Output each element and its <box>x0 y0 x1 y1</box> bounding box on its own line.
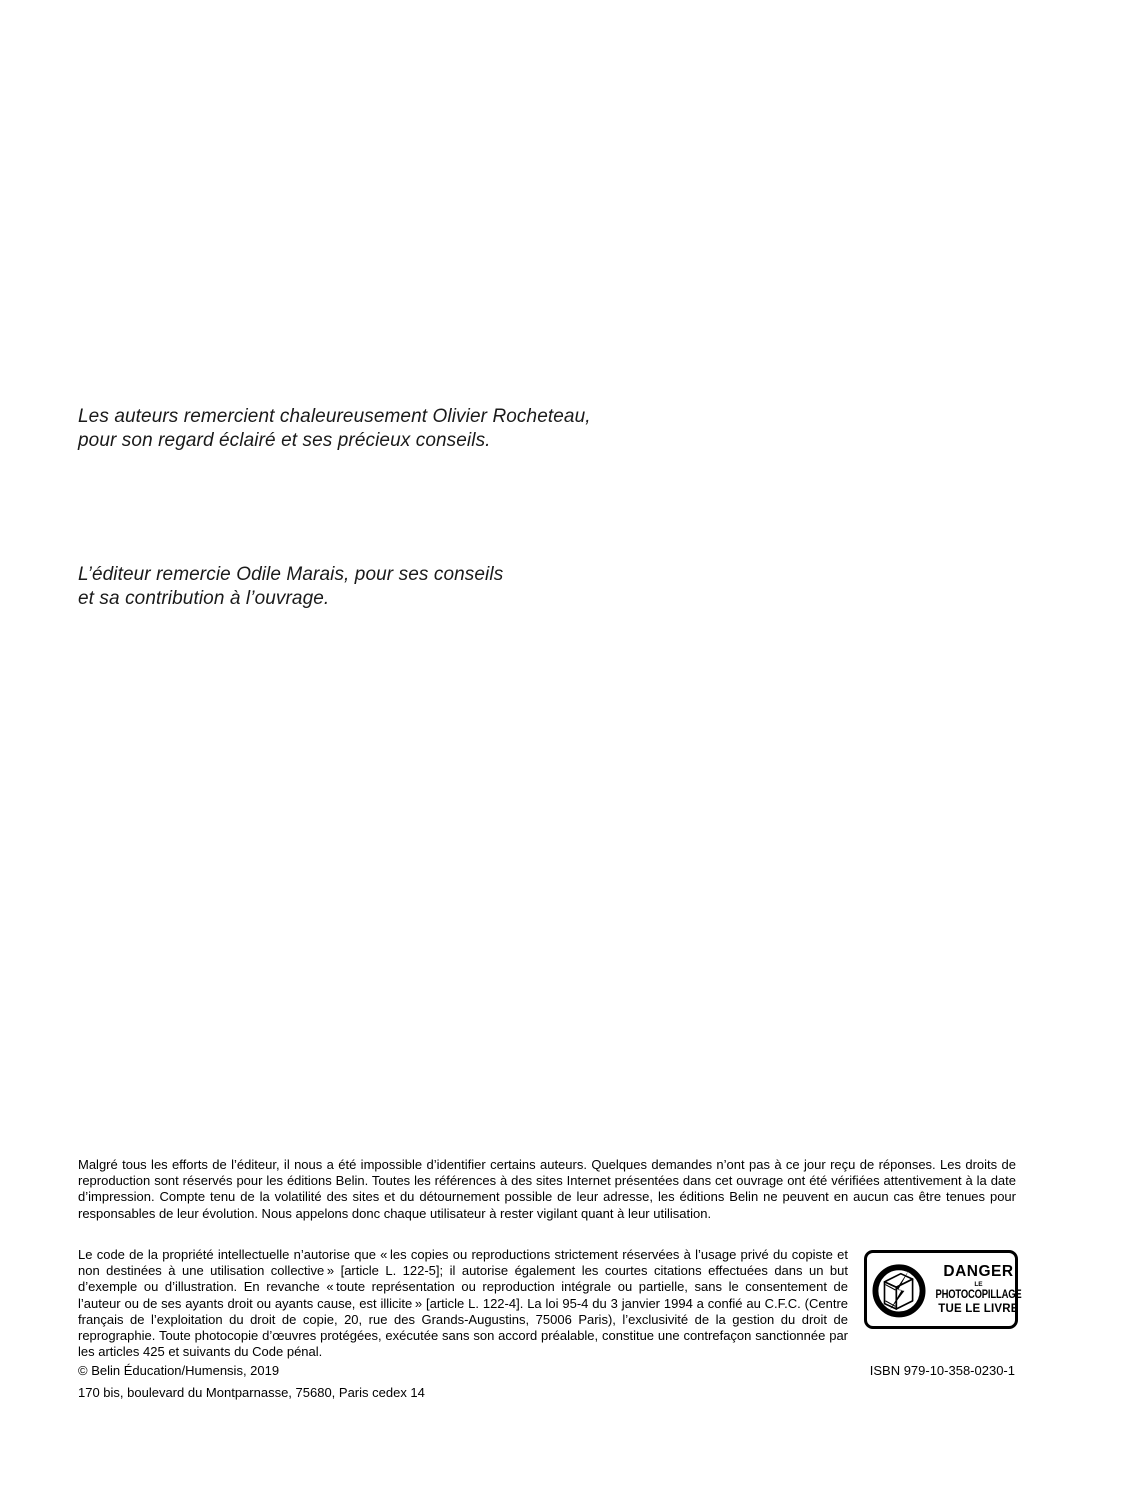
danger-stamp-photocopillage: PHOTOCOPILLAGE <box>935 1289 1022 1301</box>
danger-stamp-title: DANGER <box>943 1263 1014 1280</box>
publisher-copyright: © Belin Éducation/Humensis, 2019 <box>78 1363 280 1378</box>
book-lightning-icon <box>870 1261 928 1319</box>
danger-stamp-text <box>926 1264 1034 1315</box>
danger-stamp-tue-le-livre: TUE LE LIVRE <box>938 1302 1019 1315</box>
editor-acknowledgment-line1: L’éditeur remercie Odile Marais, pour ses conseils <box>78 564 504 585</box>
publisher-imprint <box>78 1360 425 1404</box>
publisher-address: 170 bis, boulevard du Montparnasse, 75680, Paris cedex 14 <box>78 1385 425 1400</box>
authors-acknowledgment-line2: pour son regard éclairé et ses précieux conseils. <box>78 430 491 451</box>
authors-acknowledgment-line1: Les auteurs remercient chaleureusement Olivier Rocheteau, <box>78 406 591 427</box>
danger-stamp-le: LE <box>974 1280 983 1288</box>
editor-acknowledgment-line2: et sa contribution à l’ouvrage. <box>78 588 330 609</box>
authors-acknowledgment <box>78 405 591 453</box>
rights-reservation-notice: Malgré tous les efforts de l’éditeur, il nous a été impossible d’identifier certains auteurs. Quelques demandes n’ont pas à ce jour reçu de réponses. Les droits de reproduction sont réservés pour les éditions Belin. Toutes les références à des sites Internet présentées dans cet ouvrage ont été vérifiées attentivement à la date d’impression. Compte tenu de la volatilité des sites et du détournement possible de leur adresse, les éditions Belin ne peuvent en aucun cas être tenues pour responsables de leur évolution. Nous appelons donc chaque utilisateur à rester vigilant quant à leur utilisation. <box>78 1157 1016 1221</box>
copyright-law-notice: Le code de la propriété intellectuelle n’autorise que « les copies ou reproductions strictement réservées à l’usage privé du copiste et non destinées à une utilisation collective » [article L. 122-5]; il autorise également les courtes citations effectuées dans un but d’exemple ou d’illustration. En revanche « toute représentation ou reproduction intégrale ou partielle, sans le consentement de l’auteur ou de ses ayants droit ou ayants cause, est illicite » [article L. 122-4]. La loi 95-4 du 3 janvier 1994 a confié au C.F.C. (Centre français de l’exploitation du droit de copie, 20, rue des Grands-Augustins, 75006 Paris), l’exclusivité de la gestion du droit de reprographie. Toute photocopie d’œuvres protégées, exécutée sans son accord préalable, constitue une contrefaçon sanctionnée par les articles 425 et suivants du Code pénal. <box>78 1247 848 1360</box>
danger-photocopillage-stamp <box>864 1250 1022 1329</box>
isbn: ISBN 979-10-358-0230-1 <box>869 1363 1015 1378</box>
editor-acknowledgment <box>78 563 503 611</box>
